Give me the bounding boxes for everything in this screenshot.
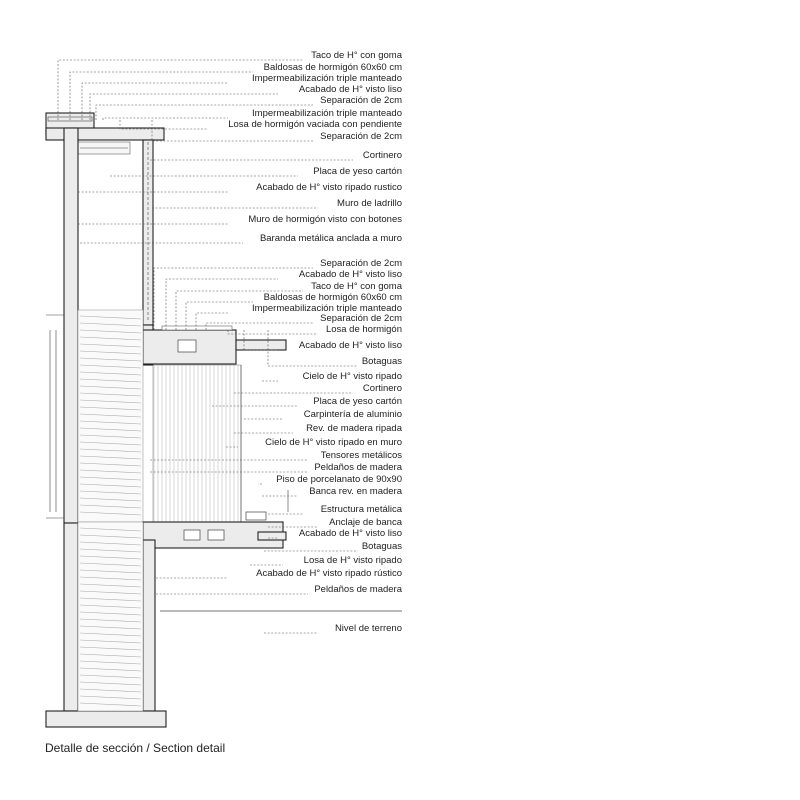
- callout-label: Peldaños de madera: [314, 584, 402, 595]
- wood-cladding: [153, 365, 241, 522]
- callout-label: Separación de 2cm: [320, 258, 402, 269]
- callout-label: Muro de ladrillo: [337, 198, 402, 209]
- callout-label: Piso de porcelanato de 90x90: [276, 474, 402, 485]
- main-concrete-wall: [64, 128, 78, 523]
- callout-label: Cortinero: [362, 383, 402, 394]
- upper-stair: [78, 310, 143, 522]
- callout-label: Muro de hormigón visto con botones: [248, 214, 402, 225]
- callout-label: Baranda metálica anclada a muro: [259, 233, 402, 244]
- balcony-tile: [162, 326, 232, 330]
- callout-label: Carpintería de aluminio: [303, 409, 402, 420]
- leader-line: [228, 330, 318, 334]
- lower-opening-2: [208, 530, 224, 540]
- callout-label: Acabado de H° visto liso: [298, 84, 402, 95]
- callout-label: Losa de H° visto ripado: [303, 555, 402, 566]
- callout-label: Impermeabilización triple manteado: [252, 73, 402, 84]
- callout-label: Baldosas de hormigón 60x60 cm: [263, 62, 402, 73]
- callout-label: Cortinero: [362, 150, 402, 161]
- lower-cantilever: [258, 532, 286, 540]
- leader-line: [82, 83, 228, 120]
- callout-label: Peldaños de madera: [314, 462, 402, 473]
- callout-label: Impermeabilización triple manteado: [252, 303, 402, 314]
- basement-wall-right: [143, 540, 155, 711]
- bench: [246, 512, 266, 520]
- balcony-cantilever: [236, 340, 286, 350]
- callout-label: Acabado de H° visto ripado rústico: [256, 568, 402, 579]
- callout-label: Nivel de terreno: [334, 623, 402, 634]
- callout-label: Placa de yeso cartón: [313, 166, 402, 177]
- callout-label: Separación de 2cm: [320, 131, 402, 142]
- callout-label: Cielo de H° visto ripado: [302, 371, 402, 382]
- callout-label: Cielo de H° visto ripado en muro: [265, 437, 402, 448]
- callout-label: Rev. de madera ripada: [306, 423, 402, 434]
- callout-label: Taco de H° con goma: [311, 281, 402, 292]
- callout-label: Acabado de H° visto liso: [298, 340, 402, 351]
- callout-label: Baldosas de hormigón 60x60 cm: [263, 292, 402, 303]
- callout-label: Tensores metálicos: [320, 450, 402, 461]
- callout-label: Banca rev. en madera: [309, 486, 402, 497]
- callout-label: Losa de hormigón: [325, 324, 402, 335]
- figure-caption: Detalle de sección / Section detail: [45, 741, 226, 755]
- callout-label: Taco de H° con goma: [311, 50, 402, 61]
- callout-label: Acabado de H° visto ripado rustico: [256, 182, 402, 193]
- lower-opening-1: [184, 530, 200, 540]
- callout-label: Anclaje de banca: [329, 517, 402, 528]
- callout-label: Separación de 2cm: [320, 313, 402, 324]
- balcony-opening: [178, 340, 196, 352]
- callout-label: Botaguas: [361, 356, 402, 367]
- basement-floor: [46, 711, 166, 727]
- callout-label: Botaguas: [361, 541, 402, 552]
- callout-label: Losa de hormigón vaciada con pendiente: [228, 119, 402, 130]
- callout-label: Estructura metálica: [320, 504, 402, 515]
- callout-label: Acabado de H° visto liso: [298, 269, 402, 280]
- callout-label: Acabado de H° visto liso: [298, 528, 402, 539]
- callout-label: Separación de 2cm: [320, 95, 402, 106]
- callout-label: Placa de yeso cartón: [313, 396, 402, 407]
- leader-line: [103, 118, 228, 120]
- callout-label: Impermeabilización triple manteado: [252, 108, 402, 119]
- leader-line: [90, 94, 278, 120]
- basement-wall-left: [64, 523, 78, 711]
- leader-line: [70, 72, 253, 120]
